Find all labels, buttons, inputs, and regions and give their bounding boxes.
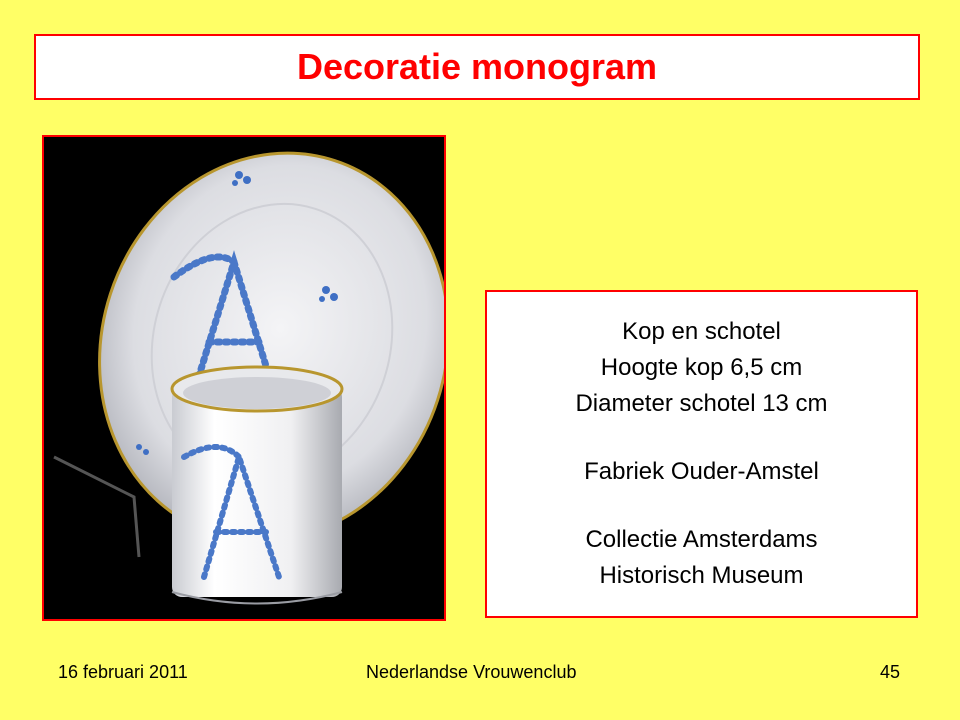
cup-and-saucer-photo: [42, 135, 446, 621]
cup: [172, 367, 342, 604]
info-line-object: Kop en schotel: [622, 318, 781, 345]
footer-organization: Nederlandse Vrouwenclub: [366, 662, 577, 682]
slide-title: Decoratie monogram: [296, 46, 658, 87]
object-info-box: [485, 290, 918, 618]
info-line-museum: Historisch Museum: [599, 562, 804, 589]
info-line-cup-height: Hoogte kop 6,5 cm: [600, 354, 803, 381]
info-line-factory: Fabriek Ouder-Amstel: [584, 458, 819, 485]
cup-and-saucer-illustration: [44, 137, 444, 619]
footer-date: 16 februari 2011: [58, 662, 188, 682]
slide-title-box: [34, 34, 920, 100]
footer-page-number: 45: [880, 662, 901, 682]
info-line-collection: Collectie Amsterdams: [585, 526, 818, 553]
info-line-saucer-diameter: Diameter schotel 13 cm: [575, 390, 828, 417]
